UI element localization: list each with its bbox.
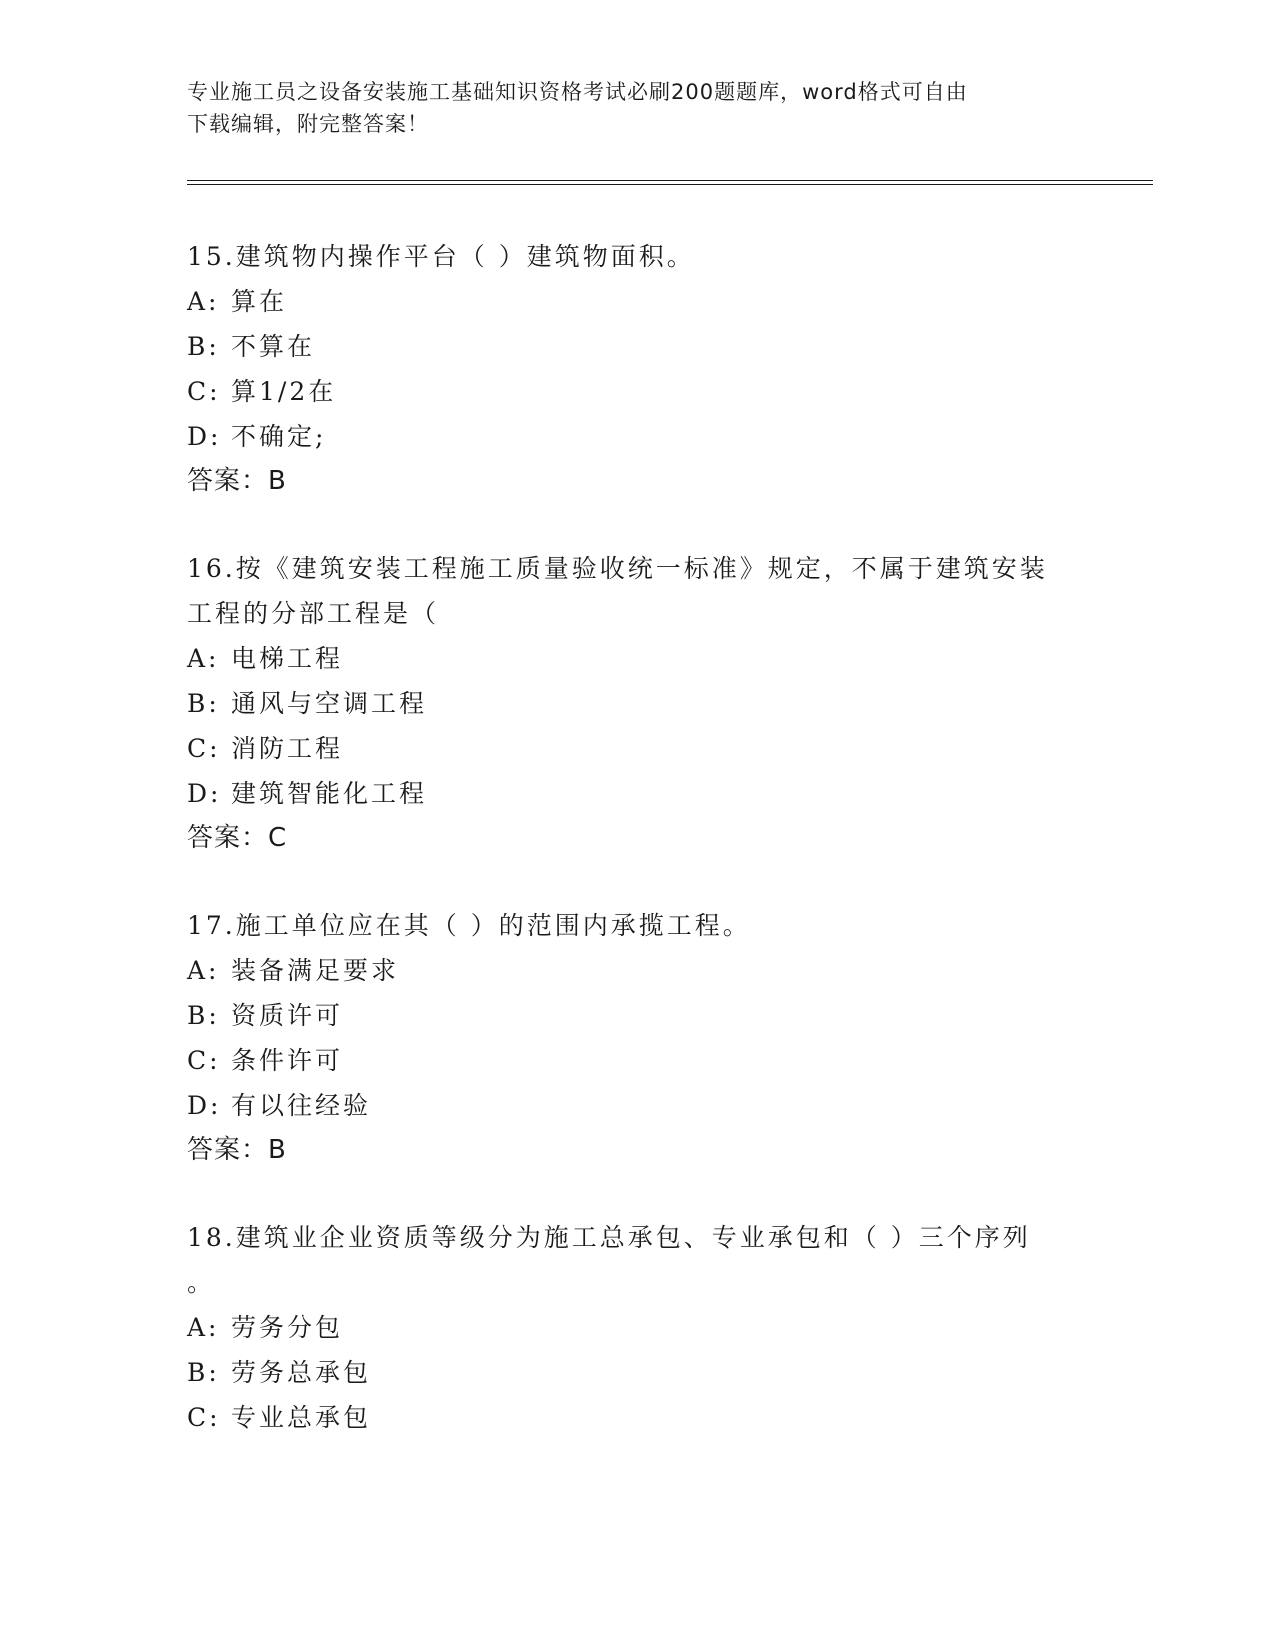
option-label: A: xyxy=(187,1313,220,1342)
header-divider-top xyxy=(187,180,1153,181)
question-block xyxy=(187,234,1087,504)
question-option xyxy=(187,726,1087,771)
question-option xyxy=(187,993,1087,1038)
option-label: B: xyxy=(187,1358,220,1387)
option-text: 算在 xyxy=(231,287,288,316)
option-text: 建筑智能化工程 xyxy=(231,779,428,808)
option-text: 算1/2在 xyxy=(231,377,337,406)
option-label: D: xyxy=(187,1091,222,1120)
question-stem: 18.建筑业企业资质等级分为施工总承包、专业承包和（ ）三个序列 xyxy=(187,1223,1031,1252)
question-answer: 答案：C xyxy=(187,823,288,853)
question-option xyxy=(187,1395,1087,1440)
question-option xyxy=(187,636,1087,681)
option-label: C: xyxy=(187,377,221,406)
question-list xyxy=(187,234,1087,1482)
question-block xyxy=(187,546,1087,861)
option-label: A: xyxy=(187,956,220,985)
question-option xyxy=(187,414,1087,459)
option-label: B: xyxy=(187,332,220,361)
question-option xyxy=(187,279,1087,324)
question-answer: 答案：B xyxy=(187,466,287,496)
option-label: D: xyxy=(187,779,222,808)
option-text: 不确定; xyxy=(231,422,327,451)
option-text: 通风与空调工程 xyxy=(231,689,428,718)
option-text: 有以往经验 xyxy=(231,1091,372,1120)
option-text: 装备满足要求 xyxy=(231,956,400,985)
option-text: 劳务分包 xyxy=(231,1313,344,1342)
question-option xyxy=(187,948,1087,993)
question-option xyxy=(187,771,1087,816)
option-text: 专业总承包 xyxy=(231,1403,372,1432)
question-option xyxy=(187,1305,1087,1350)
option-text: 资质许可 xyxy=(231,1001,344,1030)
option-label: B: xyxy=(187,1001,220,1030)
option-text: 电梯工程 xyxy=(231,644,344,673)
option-label: C: xyxy=(187,1403,221,1432)
option-label: C: xyxy=(187,734,221,763)
option-label: C: xyxy=(187,1046,221,1075)
question-option xyxy=(187,1350,1087,1395)
question-block xyxy=(187,903,1087,1173)
document-header xyxy=(187,76,1087,140)
header-line-2: 下载编辑，附完整答案！ xyxy=(187,112,429,136)
question-stem: 15.建筑物内操作平台（ ）建筑物面积。 xyxy=(187,242,695,271)
option-label: A: xyxy=(187,644,220,673)
question-stem: 16.按《建筑安装工程施工质量验收统一标准》规定，不属于建筑安装 xyxy=(187,554,1048,583)
question-answer: 答案：B xyxy=(187,1135,287,1165)
header-divider-bottom xyxy=(187,184,1153,185)
question-block xyxy=(187,1215,1087,1440)
option-text: 劳务总承包 xyxy=(231,1358,372,1387)
question-option xyxy=(187,324,1087,369)
question-option xyxy=(187,681,1087,726)
option-label: D: xyxy=(187,422,222,451)
question-option xyxy=(187,1083,1087,1128)
question-stem: 17.施工单位应在其（ ）的范围内承揽工程。 xyxy=(187,911,751,940)
question-stem: 。 xyxy=(187,1268,216,1297)
option-label: B: xyxy=(187,689,220,718)
question-stem: 工程的分部工程是（ xyxy=(187,599,440,628)
option-text: 消防工程 xyxy=(231,734,344,763)
option-label: A: xyxy=(187,287,220,316)
question-option xyxy=(187,1038,1087,1083)
question-option xyxy=(187,369,1087,414)
option-text: 条件许可 xyxy=(231,1046,344,1075)
option-text: 不算在 xyxy=(231,332,316,361)
header-line-1: 专业施工员之设备安装施工基础知识资格考试必刷200题题库，word格式可自由 xyxy=(187,80,968,104)
